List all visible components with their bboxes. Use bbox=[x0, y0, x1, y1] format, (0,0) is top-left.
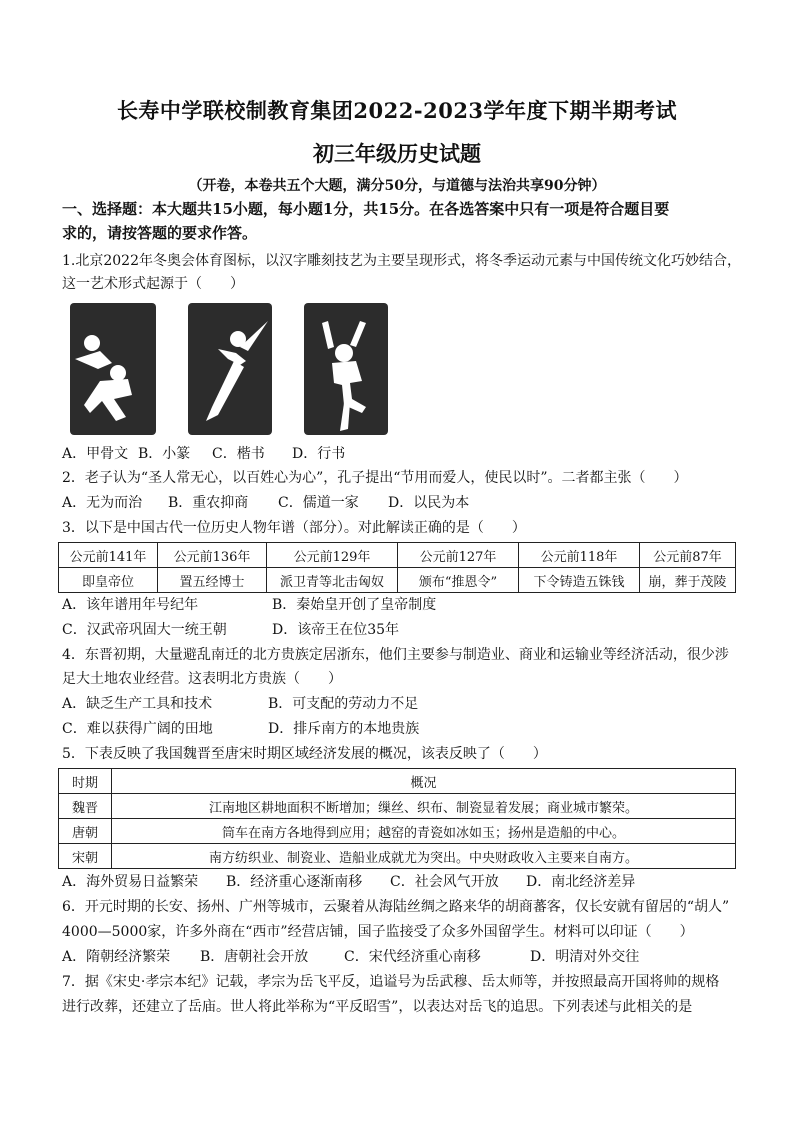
q4-option-d[interactable]: D．排斥南方的本地贵族 bbox=[268, 721, 420, 737]
q5-option-d[interactable]: D．南北经济差异 bbox=[526, 874, 636, 890]
table-cell: 崩，葬于茂陵 bbox=[640, 568, 736, 593]
table-row bbox=[59, 769, 736, 794]
q5-options bbox=[62, 871, 742, 893]
q5-economy-table bbox=[58, 768, 736, 869]
table-cell: 南方纺织业、制瓷业、造船业成就尤为突出。中央财政收入主要来自南方。 bbox=[112, 844, 736, 869]
q2-stem: 2．老子认为“圣人常无心，以百姓心为心”，孔子提出“节用而爱人，使民以时”。二者都主张（ ） bbox=[62, 470, 688, 486]
q1-stem-line1: 1.北京2022年冬奥会体育图标，以汉字雕刻技艺为主要呈现形式，将冬季运动元素与中国传统文化巧妙结合， bbox=[62, 253, 741, 269]
table-header-cell: 概况 bbox=[112, 769, 736, 794]
q4-stem-line1: 4．东晋初期，大量避乱南迁的北方贵族定居浙东，他们主要参与制造业、商业和运输业等经济活动，很少涉 bbox=[62, 647, 729, 663]
q5-option-a[interactable]: A．海外贸易日益繁荣 bbox=[62, 874, 199, 890]
q3-options-row1 bbox=[62, 594, 742, 616]
table-cell: 置五经博士 bbox=[158, 568, 267, 593]
table-cell: 公元前129年 bbox=[267, 543, 398, 568]
table-row bbox=[59, 844, 736, 869]
q3-stem: 3．以下是中国古代一位历史人物年谱（部分）。对此解读正确的是（ ） bbox=[62, 520, 526, 536]
table-header-cell: 时期 bbox=[59, 769, 112, 794]
q3-option-c[interactable]: C．汉武帝巩固大一统王朝 bbox=[62, 622, 227, 638]
table-cell: 即皇帝位 bbox=[59, 568, 158, 593]
table-row bbox=[59, 819, 736, 844]
q6-option-a[interactable]: A．隋朝经济繁荣 bbox=[62, 949, 171, 965]
q1-options bbox=[62, 443, 742, 465]
q2-option-c[interactable]: C．儒道一家 bbox=[278, 495, 359, 511]
figure-skating-pictogram bbox=[304, 303, 388, 435]
q4-options-row1 bbox=[62, 693, 742, 715]
table-cell: 下令铸造五铢钱 bbox=[519, 568, 640, 593]
q6-stem-line2: 4000—5000家，许多外商在“西市”经营店铺，国子监接受了众多外国留学生。材料可以印证（ ） bbox=[62, 924, 694, 940]
q4-stem-line2: 足大土地农业经营。这表明北方贵族（ ） bbox=[62, 671, 342, 687]
section-heading-line1: 一、选择题：本大题共15小题，每小题1分，共15分。在各选答案中只有一项是符合题目要 bbox=[62, 200, 670, 218]
q6-stem-line1: 6．开元时期的长安、扬州、广州等城市，云聚着从海陆丝绸之路来华的胡商蕃客，仅长安就有留居的“胡人” bbox=[62, 899, 730, 915]
exam-subject-title: 初三年级历史试题 bbox=[313, 141, 481, 166]
section-heading-line2: 求的，请按答题的要求作答。 bbox=[62, 224, 258, 242]
table-cell: 筒车在南方各地得到应用；越窑的青瓷如冰如玉；扬州是造船的中心。 bbox=[112, 819, 736, 844]
q5-option-c[interactable]: C．社会风气开放 bbox=[390, 874, 499, 890]
table-cell: 宋朝 bbox=[59, 844, 112, 869]
table-cell: 魏晋 bbox=[59, 794, 112, 819]
q4-option-c[interactable]: C．难以获得广阔的田地 bbox=[62, 721, 213, 737]
table-row bbox=[59, 543, 736, 568]
q2-options bbox=[62, 492, 742, 514]
alpine-skiing-pictogram bbox=[188, 303, 272, 435]
table-row bbox=[59, 568, 736, 593]
speed-skating-pictogram bbox=[70, 303, 156, 435]
q3-option-a[interactable]: A．该年谱用年号纪年 bbox=[62, 597, 199, 613]
table-cell: 江南地区耕地面积不断增加；缫丝、织布、制瓷显着发展；商业城市繁荣。 bbox=[112, 794, 736, 819]
q5-option-b[interactable]: B．经济重心逐渐南移 bbox=[226, 874, 363, 890]
q1-pictograms bbox=[70, 303, 370, 435]
table-cell: 唐朝 bbox=[59, 819, 112, 844]
q1-option-c[interactable]: C．楷书 bbox=[212, 446, 265, 462]
q4-option-a[interactable]: A．缺乏生产工具和技术 bbox=[62, 696, 213, 712]
exam-instructions: （开卷，本卷共五个大题，满分50分，与道德与法治共享90分钟） bbox=[188, 178, 606, 194]
q1-option-b[interactable]: B．小篆 bbox=[138, 446, 191, 462]
table-cell: 公元前141年 bbox=[59, 543, 158, 568]
table-cell: 公元前118年 bbox=[519, 543, 640, 568]
q7-stem-line1: 7．据《宋史·孝宗本纪》记载，孝宗为岳飞平反，追谥号为岳武穆、岳太师等，并按照最高开国将帅的规格 bbox=[62, 974, 720, 990]
table-cell: 公元前87年 bbox=[640, 543, 736, 568]
q3-option-d[interactable]: D．该帝王在位35年 bbox=[272, 622, 400, 638]
q1-option-d[interactable]: D．行书 bbox=[292, 446, 346, 462]
table-cell: 公元前136年 bbox=[158, 543, 267, 568]
q3-option-b[interactable]: B．秦始皇开创了皇帝制度 bbox=[272, 597, 437, 613]
table-cell: 颁布“推恩令” bbox=[398, 568, 519, 593]
q6-option-b[interactable]: B．唐朝社会开放 bbox=[200, 949, 309, 965]
q2-option-d[interactable]: D．以民为本 bbox=[388, 495, 470, 511]
table-cell: 派卫青等北击匈奴 bbox=[267, 568, 398, 593]
q5-stem: 5．下表反映了我国魏晋至唐宋时期区域经济发展的概况，该表反映了（ ） bbox=[62, 746, 547, 762]
q6-options bbox=[62, 946, 742, 968]
q1-stem-line2: 这一艺术形式起源于（ ） bbox=[62, 276, 244, 292]
q4-option-b[interactable]: B．可支配的劳动力不足 bbox=[268, 696, 419, 712]
q1-option-a[interactable]: A．甲骨文 bbox=[62, 446, 129, 462]
q2-option-b[interactable]: B．重农抑商 bbox=[168, 495, 249, 511]
q2-option-a[interactable]: A．无为而治 bbox=[62, 495, 143, 511]
q7-stem-line2: 进行改葬，还建立了岳庙。世人将此举称为“平反昭雪”，以表达对岳飞的追思。下列表述与此相关的是 bbox=[62, 999, 693, 1015]
exam-title: 长寿中学联校制教育集团2022-2023学年度下期半期考试 bbox=[116, 98, 678, 123]
q6-option-d[interactable]: D．明清对外交往 bbox=[530, 949, 640, 965]
q3-options-row2 bbox=[62, 619, 742, 641]
table-cell: 公元前127年 bbox=[398, 543, 519, 568]
q6-option-c[interactable]: C．宋代经济重心南移 bbox=[344, 949, 481, 965]
q3-timeline-table bbox=[58, 542, 736, 593]
table-row bbox=[59, 794, 736, 819]
q4-options-row2 bbox=[62, 718, 742, 740]
